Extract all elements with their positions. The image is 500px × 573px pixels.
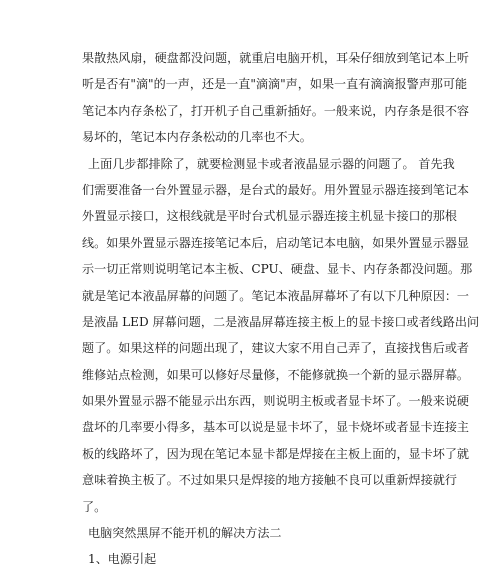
text-line: 了。 bbox=[82, 499, 107, 514]
text-line: 线。如果外置显示器连接笔记本后，启动笔记本电脑，如果外置显示器显 bbox=[82, 235, 470, 250]
text-line: 就是笔记本液晶屏幕的问题了。笔记本液晶屏幕坏了有以下几种原因：一 bbox=[82, 288, 470, 303]
text-line: 听是否有"滴"的一声，还是一直"滴滴"声，如果一直有滴滴报警声那可能 bbox=[82, 77, 468, 92]
text-line: 板的线路坏了，因为现在笔记本显卡都是焊接在主板上面的，显卡坏了就 bbox=[82, 446, 470, 461]
text-line: 易坏的，笔记本内存条松动的几率也不大。 bbox=[82, 130, 312, 145]
text-line: 意味着换主板了。不过如果只是焊接的地方接触不良可以重新焊接就行 bbox=[82, 473, 457, 488]
document-body bbox=[82, 45, 480, 573]
text-line: 笔记本内存条松了，打开机子自己重新插好。一般来说，内存条是很不容 bbox=[82, 103, 470, 118]
text-line: 是液晶 LED 屏幕问题，二是液晶屏幕连接主板上的显卡接口或者线路出问 bbox=[82, 314, 480, 329]
text-line: 外置显示接口，这根线就是平时台式机显示器连接主机显卡接口的那根 bbox=[82, 209, 457, 224]
subsection-heading: 1、电源引起 bbox=[88, 552, 157, 567]
text-line: 题了。如果这样的问题出现了，建议大家不用自己弄了，直接找售后或者 bbox=[82, 341, 470, 356]
section-heading: 电脑突然黑屏不能开机的解决方法二 bbox=[88, 526, 282, 541]
text-line: 如果外置显示器不能显示出东西，则说明主板或者显卡坏了。一般来说硬 bbox=[82, 394, 470, 409]
text-line: 盘坏的几率要小得多，基本可以说是显卡坏了，显卡烧坏或者显卡连接主 bbox=[82, 420, 470, 435]
text-line: 维修站点检测，如果可以修好尽量修，不能修就换一个新的显示器屏幕。 bbox=[82, 367, 470, 382]
text-line: 果散热风扇，硬盘都没问题，就重启电脑开机，耳朵仔细放到笔记本上听 bbox=[82, 51, 470, 65]
text-line: 们需要准备一台外置显示器，是台式的最好。用外置显示器连接到笔记本 bbox=[82, 182, 470, 197]
text-line: 示一切正常则说明笔记本主板、CPU、硬盘、显卡、内存条都没问题。那 bbox=[82, 262, 473, 277]
text-line: 上面几步都排除了，就要检测显卡或者液晶显示器的问题了。 首先我 bbox=[88, 156, 455, 171]
